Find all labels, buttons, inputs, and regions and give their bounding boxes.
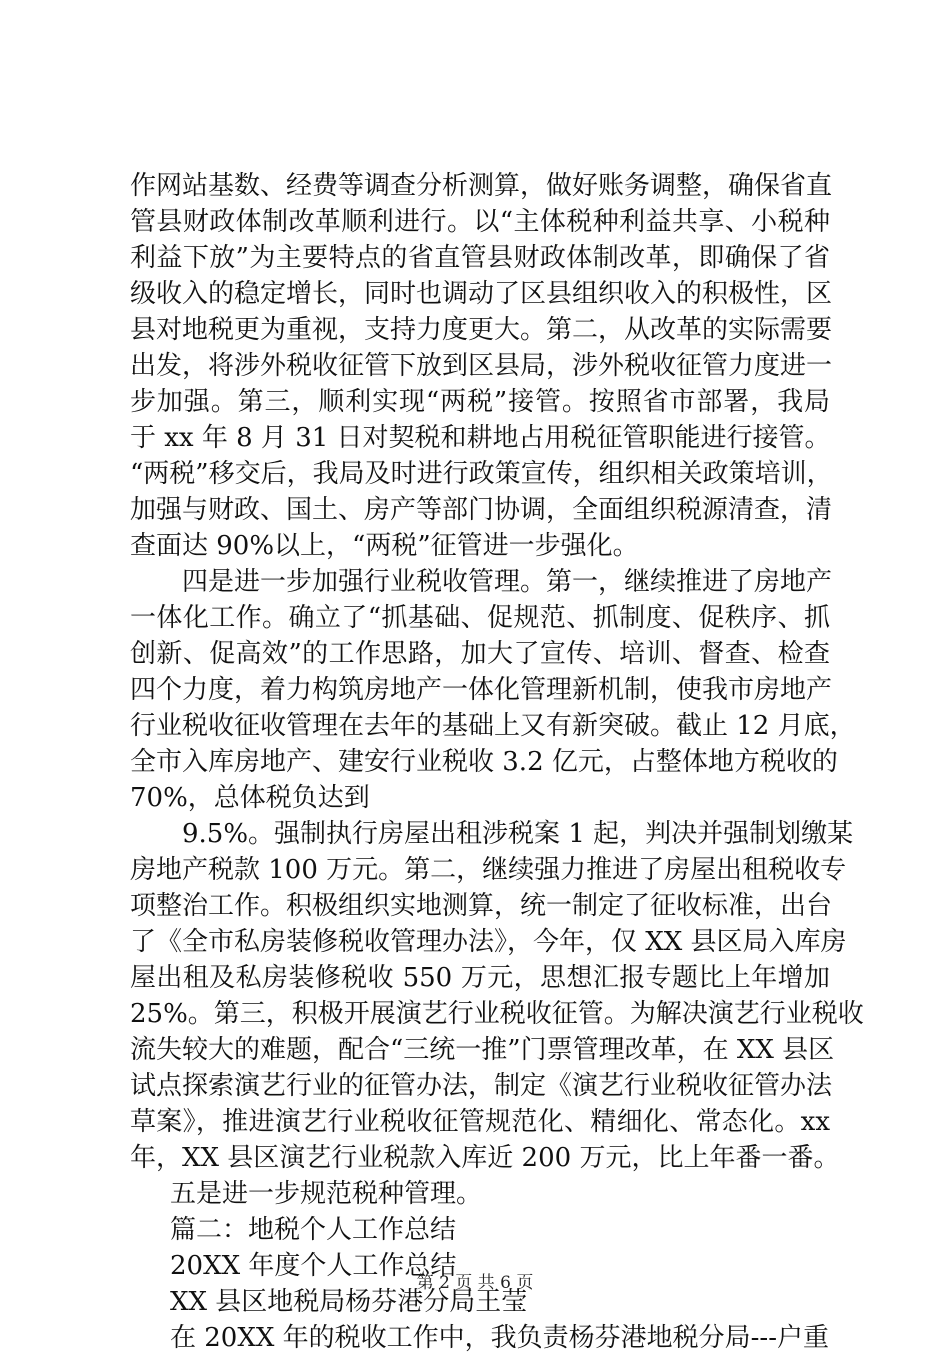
section-line: 五是进一步规范税种管理。 [170, 1179, 483, 1209]
text-line: 作网站基数、经费等调查分析测算，做好账务调整，确保省直 [130, 171, 833, 201]
text-line: 级收入的稳定增长，同时也调动了区县组织收入的积极性，区 [130, 279, 833, 309]
text-line: “两税”移交后，我局及时进行政策宣传，组织相关政策培训， [130, 459, 833, 489]
body-text [130, 168, 864, 1356]
text-line: 查面达 90%以上，“两税”征管进一步强化。 [130, 531, 639, 561]
text-line: 房地产税款 100 万元。第二，继续强力推进了房屋出租税收专 [130, 855, 847, 885]
text-line: 全市入库房地产、建安行业税收 3.2 亿元，占整体地方税收的 [130, 747, 838, 777]
paragraph-start-line: 四是进一步加强行业税收管理。第一，继续推进了房地产 [182, 567, 833, 597]
text-line: 25%。第三，积极开展演艺行业税收征管。为解决演艺行业税收 [130, 999, 864, 1029]
text-line: 四个力度，着力构筑房地产一体化管理新机制，使我市房地产 [130, 675, 833, 705]
text-line: 步加强。第三，顺利实现“两税”接管。按照省市部署，我局 [130, 387, 830, 417]
text-line: 流失较大的难题，配合“三统一推”门票管理改革，在 XX 县区 [130, 1035, 835, 1065]
paragraph-start-line: 9.5%。强制执行房屋出租涉税案 1 起，判决并强制划缴某 [182, 819, 854, 849]
text-line: 在 20XX 年的税收工作中，我负责杨芬港地税分局---户重 [170, 1323, 829, 1353]
text-line: 屋出租及私房装修税收 550 万元，思想汇报专题比上年增加 [130, 963, 830, 993]
text-line: 一体化工作。确立了“抓基础、促规范、抓制度、促秩序、抓 [130, 603, 830, 633]
text-line: 项整治工作。积极组织实地测算，统一制定了征收标准，出台 [130, 891, 833, 921]
text-line: 年，XX 县区演艺行业税款入库近 200 万元，比上年番一番。 [130, 1143, 840, 1173]
text-line: 于 xx 年 8 月 31 日对契税和耕地占用税征管职能进行接管。 [130, 423, 831, 453]
text-line: 创新、促高效”的工作思路，加大了宣传、培训、督查、检查 [130, 639, 830, 669]
text-line: 行业税收征收管理在去年的基础上又有新突破。截止 12 月底， [130, 711, 856, 741]
text-line: 70%，总体税负达到 [130, 783, 370, 813]
page-number-footer: 第 2 页 共 6 页 [416, 1273, 534, 1293]
text-line: 县对地税更为重视，支持力度更大。第二，从改革的实际需要 [130, 315, 833, 345]
author-line: XX 县区地税局杨芬港分局王莹 [170, 1287, 528, 1317]
report-title: 20XX 年度个人工作总结 [170, 1251, 457, 1281]
text-line: 试点探索演艺行业的征管办法，制定《演艺行业税收征管办法 [130, 1071, 833, 1101]
text-line: 利益下放”为主要特点的省直管县财政体制改革，即确保了省 [130, 243, 830, 273]
text-line: 了《全市私房装修税收管理办法》，今年，仅 XX 县区局入库房 [130, 927, 847, 957]
text-line: 加强与财政、国土、房产等部门协调，全面组织税源清查，清 [130, 495, 833, 525]
text-line: 管县财政体制改革顺利进行。以“主体税种利益共享、小税种 [130, 207, 830, 237]
text-line: 草案》，推进演艺行业税收征管规范化、精细化、常态化。xx [130, 1107, 830, 1137]
text-line: 出发，将涉外税收征管下放到区县局，涉外税收征管力度进一 [130, 351, 833, 381]
section-heading: 篇二：地税个人工作总结 [170, 1215, 457, 1245]
